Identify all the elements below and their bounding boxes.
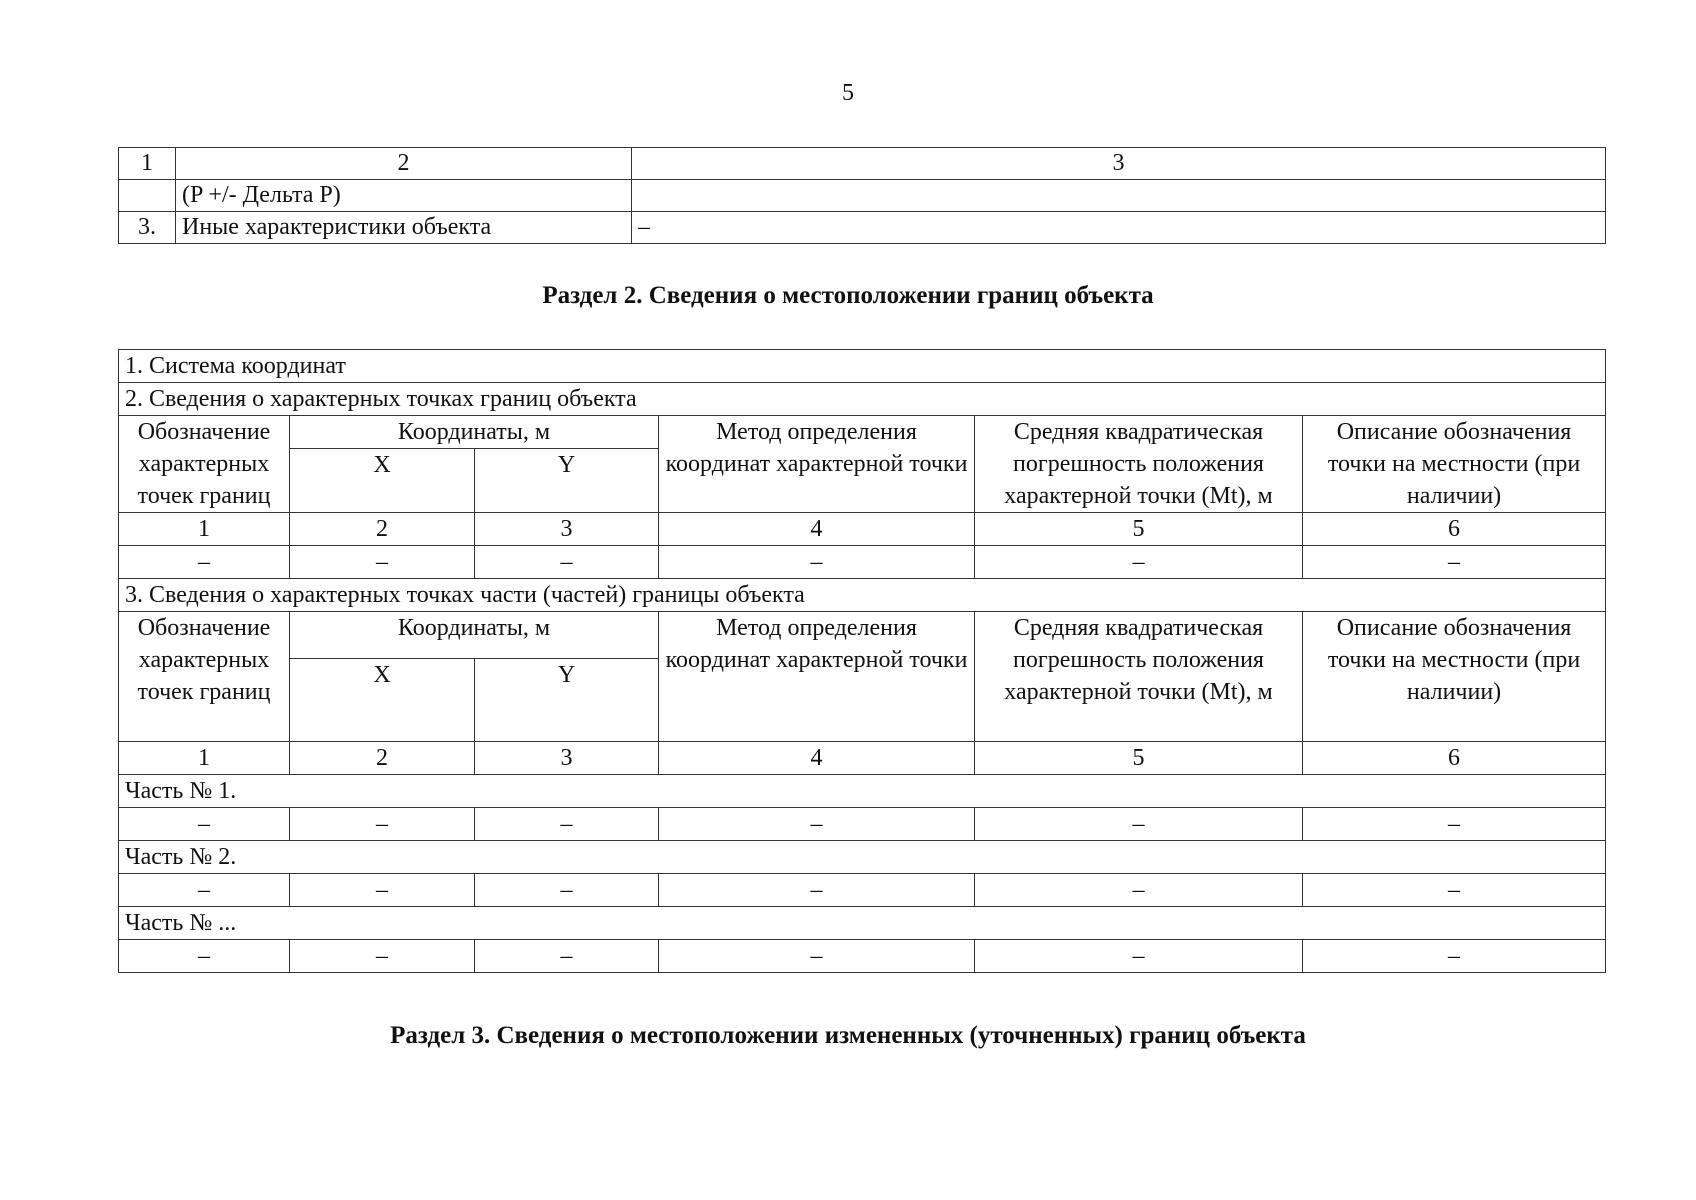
column-number: 2 [290, 513, 475, 546]
col-coords: Координаты, м [290, 416, 659, 449]
empty-cell: – [975, 546, 1303, 579]
empty-cell: – [119, 940, 290, 973]
row-name: (P +/- Дельта P) [176, 180, 632, 212]
col-x: X [290, 659, 475, 742]
header-cell: 2 [176, 148, 632, 180]
empty-cell: – [119, 546, 290, 579]
column-number: 1 [119, 742, 290, 775]
empty-cell: – [475, 546, 659, 579]
table-row [119, 180, 1606, 212]
empty-cell: – [975, 808, 1303, 841]
row-number [119, 180, 176, 212]
coord-system-row [119, 350, 1606, 383]
empty-cell: – [475, 808, 659, 841]
column-number: 6 [1303, 742, 1606, 775]
page-number: 5 [842, 80, 854, 106]
col-error: Средняя квадратическая погрешность положения характерной точки (Mt), м [975, 416, 1303, 513]
part-row [119, 775, 1606, 808]
boundary-points-title: 2. Сведения о характерных точках границ объекта [119, 383, 1606, 416]
continuation-table [118, 147, 1606, 244]
table-row [119, 212, 1606, 244]
row-number: 3. [119, 212, 176, 244]
section-3-title: Раздел 3. Сведения о местоположении измененных (уточненных) границ объекта [390, 1022, 1306, 1049]
subsection-row [119, 579, 1606, 612]
empty-cell: – [1303, 546, 1606, 579]
column-number: 4 [659, 513, 975, 546]
empty-cell: – [659, 546, 975, 579]
row-name: Иные характеристики объекта [176, 212, 632, 244]
empty-cell: – [290, 940, 475, 973]
row-value [632, 180, 1606, 212]
part-row [119, 841, 1606, 874]
table-row [119, 940, 1606, 973]
header-cell: 1 [119, 148, 176, 180]
col-y: Y [475, 659, 659, 742]
col-error: Средняя квадратическая погрешность положения характерной точки (Mt), м [975, 612, 1303, 742]
column-number: 1 [119, 513, 290, 546]
col-description: Описание обозначения точки на местности (при наличии) [1303, 416, 1606, 513]
section-2-title: Раздел 2. Сведения о местоположении границ объекта [542, 282, 1154, 309]
boundary-points-table [118, 349, 1606, 973]
subsection-row [119, 383, 1606, 416]
header-row [119, 612, 1606, 659]
empty-cell: – [1303, 874, 1606, 907]
col-y: Y [475, 449, 659, 513]
column-number: 2 [290, 742, 475, 775]
part-label: Часть № 1. [119, 775, 1606, 808]
empty-cell: – [290, 874, 475, 907]
empty-cell: – [290, 808, 475, 841]
header-cell: 3 [632, 148, 1606, 180]
row-value: – [632, 212, 1606, 244]
col-description: Описание обозначения точки на местности (при наличии) [1303, 612, 1606, 742]
col-x: X [290, 449, 475, 513]
column-number: 5 [975, 742, 1303, 775]
empty-cell: – [290, 546, 475, 579]
column-numbers-row [119, 513, 1606, 546]
empty-cell: – [975, 940, 1303, 973]
empty-cell: – [659, 874, 975, 907]
empty-cell: – [1303, 940, 1606, 973]
col-method: Метод определения координат характерной точки [659, 416, 975, 513]
table-row [119, 808, 1606, 841]
part-label: Часть № 2. [119, 841, 1606, 874]
col-method: Метод определения координат характерной точки [659, 612, 975, 742]
part-points-title: 3. Сведения о характерных точках части (частей) границы объекта [119, 579, 1606, 612]
column-number: 6 [1303, 513, 1606, 546]
table-row [119, 546, 1606, 579]
table-row [119, 874, 1606, 907]
empty-cell: – [659, 940, 975, 973]
column-number: 5 [975, 513, 1303, 546]
col-designation: Обозначение характерных точек границ [119, 416, 290, 513]
empty-cell: – [119, 808, 290, 841]
empty-cell: – [1303, 808, 1606, 841]
empty-cell: – [975, 874, 1303, 907]
empty-cell: – [475, 940, 659, 973]
col-coords: Координаты, м [290, 612, 659, 659]
coord-system-label: 1. Система координат [119, 350, 1606, 383]
empty-cell: – [119, 874, 290, 907]
header-row [119, 416, 1606, 449]
empty-cell: – [475, 874, 659, 907]
part-row [119, 907, 1606, 940]
empty-cell: – [659, 808, 975, 841]
column-number: 3 [475, 742, 659, 775]
part-label: Часть № ... [119, 907, 1606, 940]
table-header-row [119, 148, 1606, 180]
column-numbers-row [119, 742, 1606, 775]
col-designation: Обозначение характерных точек границ [119, 612, 290, 742]
column-number: 4 [659, 742, 975, 775]
column-number: 3 [475, 513, 659, 546]
